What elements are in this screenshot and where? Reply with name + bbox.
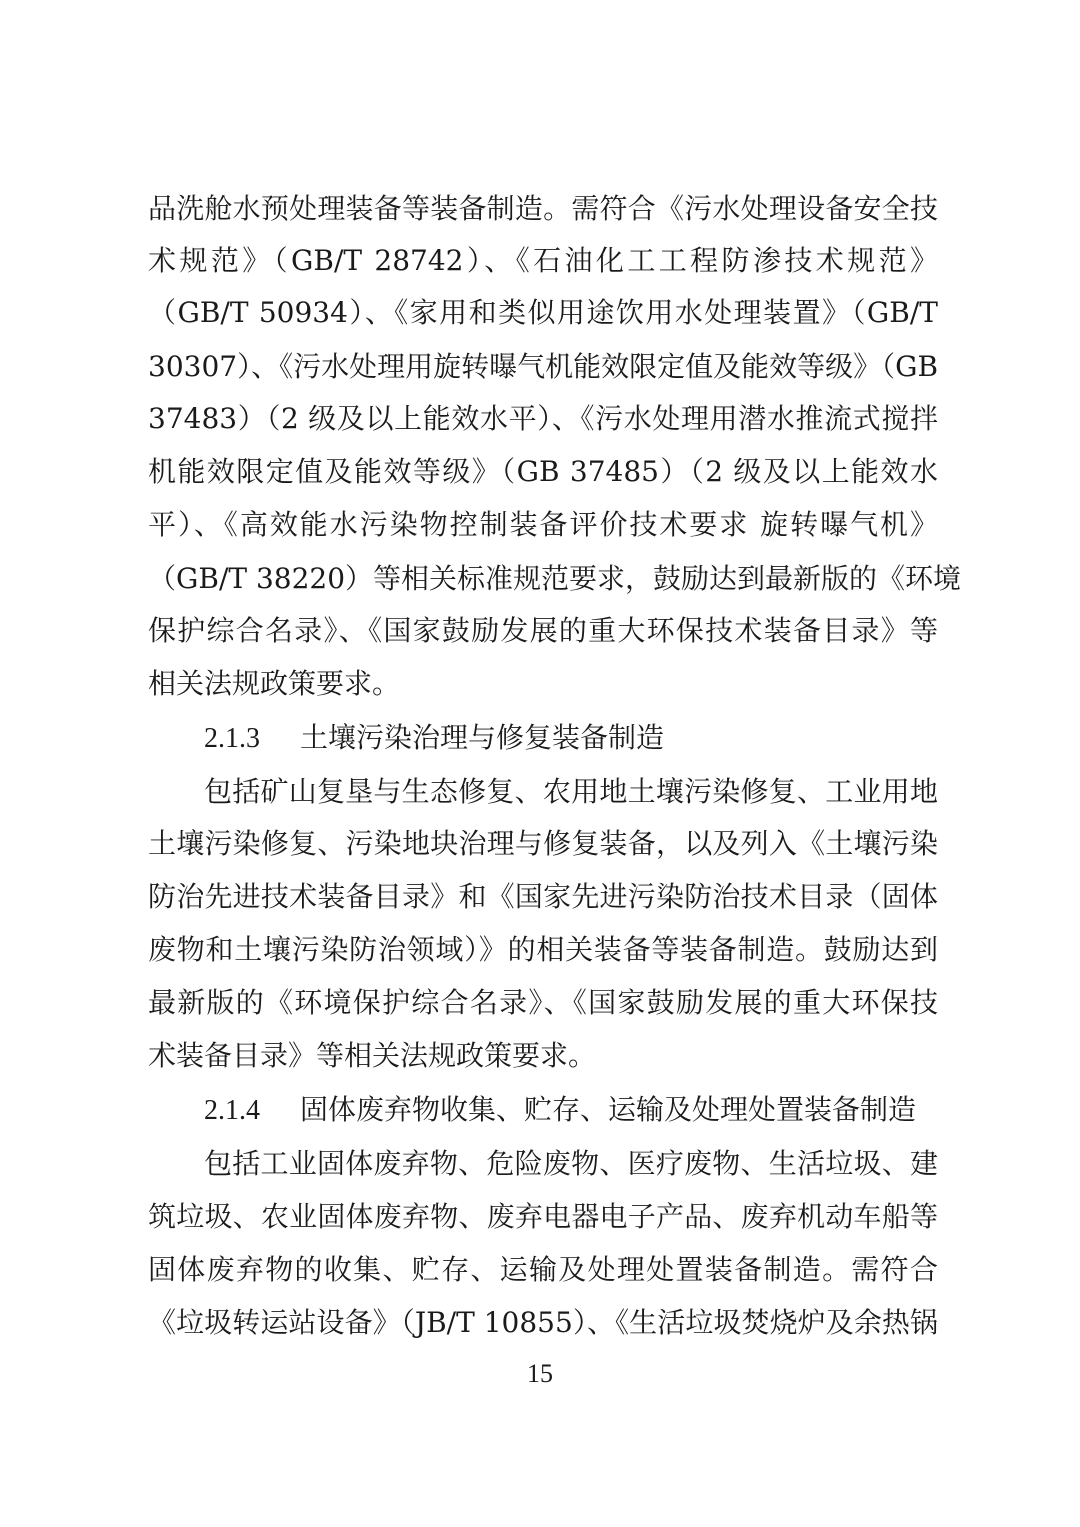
section-heading-2-1-3 bbox=[204, 718, 664, 758]
text-line: 《垃圾转运站设备》（JB/T 10855）、《生活垃圾焚烧炉及余热锅 bbox=[148, 1306, 938, 1339]
text-line: 机能效限定值及能效等级》（GB 37485）（2 级及以上能效水 bbox=[148, 455, 938, 488]
text-line: 相关法规政策要求。 bbox=[148, 667, 401, 700]
section-number: 2.1.3 bbox=[204, 723, 260, 754]
text-line: 平）、《高效能水污染物控制装备评价技术要求 旋转曝气机》 bbox=[148, 508, 938, 541]
section-title: 固体废弃物收集、贮存、运输及处理处置装备制造 bbox=[300, 1093, 917, 1126]
text-line: 筑垃圾、农业固体废弃物、废弃电器电子产品、废弃机动车船等 bbox=[148, 1200, 938, 1233]
section-heading-2-1-4 bbox=[204, 1090, 916, 1130]
text-line: 最新版的《环境保护综合名录》、《国家鼓励发展的重大环保技 bbox=[148, 986, 938, 1019]
text-line: （GB/T 50934）、《家用和类似用途饮用水处理装置》（GB/T bbox=[148, 296, 938, 329]
text-line: 防治先进技术装备目录》和《国家先进污染防治技术目录（固体 bbox=[148, 880, 938, 913]
text-line: 包括矿山复垦与生态修复、农用地土壤污染修复、工业用地 bbox=[204, 775, 938, 808]
text-line: 37483）（2 级及以上能效水平）、《污水处理用潜水推流式搅拌 bbox=[148, 402, 938, 435]
text-line: 品洗舱水预处理装备等装备制造。需符合《污水处理设备安全技 bbox=[148, 192, 938, 225]
text-line: 固体废弃物的收集、贮存、运输及处理处置装备制造。需符合 bbox=[148, 1253, 938, 1286]
text-line: 保护综合名录》、《国家鼓励发展的重大环保技术装备目录》等 bbox=[148, 614, 938, 647]
text-line: 包括工业固体废弃物、危险废物、医疗废物、生活垃圾、建 bbox=[204, 1147, 938, 1180]
text-line: 术规范》（GB/T 28742）、《石油化工工程防渗技术规范》 bbox=[148, 244, 938, 277]
text-line: 废物和土壤污染防治领域）》的相关装备等装备制造。鼓励达到 bbox=[148, 933, 938, 966]
text-line: 土壤污染修复、污染地块治理与修复装备，以及列入《土壤污染 bbox=[148, 827, 938, 860]
text-line: （GB/T 38220）等相关标准规范要求，鼓励达到最新版的《环境 bbox=[148, 562, 962, 595]
page-number: 15 bbox=[527, 1359, 553, 1388]
text-line: 30307）、《污水处理用旋转曝气机能效限定值及能效等级》（GB bbox=[148, 350, 939, 383]
section-title: 土壤污染治理与修复装备制造 bbox=[300, 721, 665, 754]
section-number: 2.1.4 bbox=[204, 1095, 260, 1126]
text-line: 术装备目录》等相关法规政策要求。 bbox=[148, 1039, 597, 1072]
